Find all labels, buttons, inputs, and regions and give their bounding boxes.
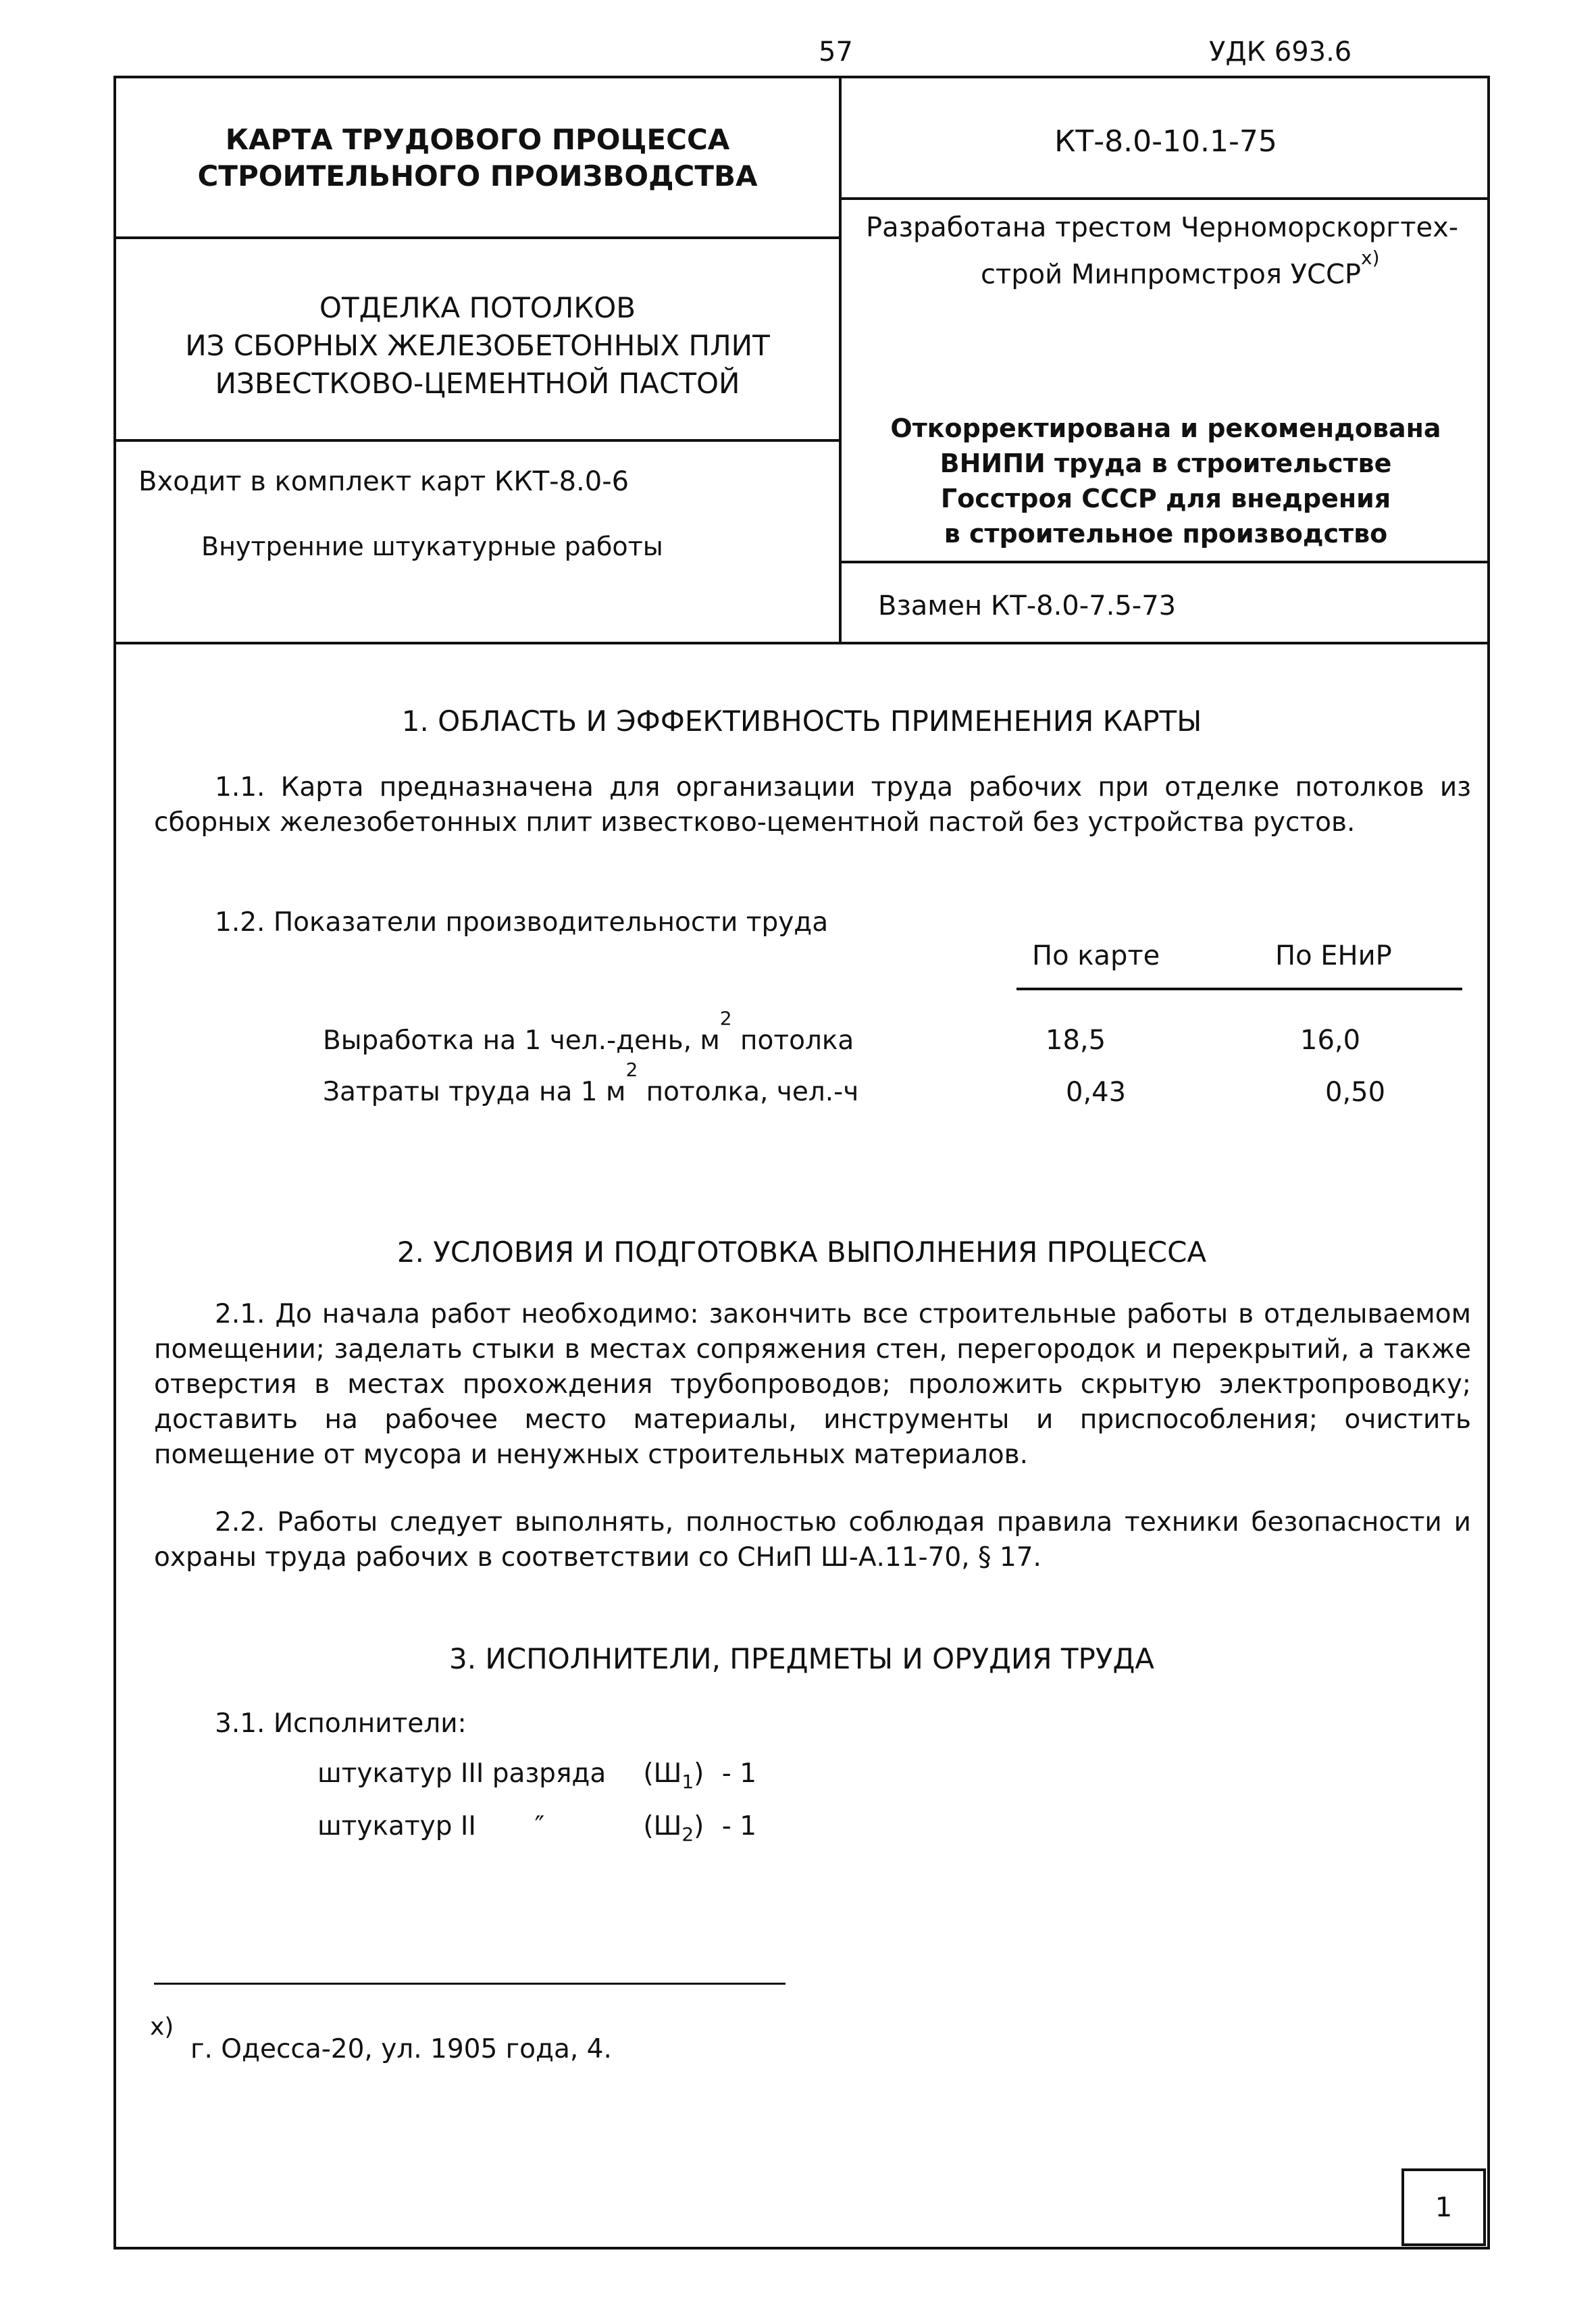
section2-p1 xyxy=(154,1297,1471,1473)
section2-p2 xyxy=(154,1505,1471,1575)
table-col-header-card: По карте xyxy=(1032,940,1160,971)
section2-p1-text: До начала работ необходимо: закончить все строительные работы в отделываемом помещении; заделать стыки в местах сопряжения стен, перегородок и перекрытий, а также отверстия в местах прохождения трубопроводов; проложить скрытую электропроводку; доставить на рабочее место материалы, инструменты и приспособления; очистить помещение от мусора и ненужных строительных материалов. xyxy=(154,1299,1471,1470)
worker1-count: - 1 xyxy=(721,1758,757,1789)
header-line-left-2 xyxy=(113,439,840,442)
row1-label-pre: Выработка на 1 чел.-день, м xyxy=(323,1025,720,1056)
row2-sup: 2 xyxy=(625,1059,638,1081)
subject-title xyxy=(116,289,839,403)
section2-p1-num: 2.1. xyxy=(215,1299,265,1329)
subject-line2: ИЗ СБОРНЫХ ЖЕЛЕЗОБЕТОННЫХ ПЛИТ xyxy=(185,329,770,362)
section2-p2-num: 2.2. xyxy=(215,1507,265,1537)
row2-label-post: потолка, чел.-ч xyxy=(638,1077,859,1107)
corrected-line2: ВНИПИ труда в строительстве xyxy=(939,449,1392,478)
developed-line2-wrap xyxy=(981,247,1380,291)
section1-p1 xyxy=(154,770,1471,840)
header-bottom-line xyxy=(113,642,1490,644)
corrected-line3: Госстроя СССР для внедрения xyxy=(940,484,1391,513)
table-row-1-enir-value: 16,0 xyxy=(1300,1025,1361,1056)
header-line-left-1 xyxy=(113,236,840,239)
table-row-1-card-value: 18,5 xyxy=(1046,1025,1106,1056)
table-col-header-enir: По ЕНиР xyxy=(1275,940,1392,971)
section3-title: 3. ИСПОЛНИТЕЛИ, ПРЕДМЕТЫ И ОРУДИЯ ТРУДА xyxy=(448,1642,1154,1675)
subject-line3: ИЗВЕСТКОВО-ЦЕМЕНТНОЙ ПАСТОЙ xyxy=(215,367,740,400)
worker2-name: штукатур II ″ xyxy=(317,1811,545,1841)
card-title xyxy=(116,122,839,195)
sheet-number: 1 xyxy=(1435,2191,1453,2223)
section1-p1-text: Карта предназначена для организации труда рабочих при отделке потолков из сборных железобетонных плит известково-цементной пастой без устройства рустов. xyxy=(154,772,1471,838)
set-text: Входит в комплект карт ККТ-8.0-6 xyxy=(138,466,629,497)
header-divider-vertical xyxy=(839,76,842,644)
row1-sup: 2 xyxy=(719,1007,732,1030)
card-title-line2: СТРОИТЕЛЬНОГО ПРОИЗВОДСТВА xyxy=(197,159,758,193)
section1-p1-num: 1.1. xyxy=(215,772,265,803)
worker1-sub: 1 xyxy=(681,1770,694,1793)
footnote-rule xyxy=(154,1983,786,1985)
row2-label-pre: Затраты труда на 1 м xyxy=(323,1077,626,1107)
worker1-code: (Ш xyxy=(643,1758,682,1789)
table-row-2-card-value: 0,43 xyxy=(1066,1077,1127,1108)
section2-p2-text: Работы следует выполнять, полностью соблюдая правила техники безопасности и охраны труда рабочих в соответствии со СНиП Ш-А.11-70, § 17. xyxy=(154,1507,1471,1573)
header-line-right-2 xyxy=(839,561,1490,563)
footnote-text: г. Одесса-20, ул. 1905 года, 4. xyxy=(190,2034,612,2064)
worker-row-1 xyxy=(317,1758,756,1794)
developed-line2: строй Минпромстроя УССР xyxy=(981,259,1362,290)
table-row-2-label xyxy=(323,1059,859,1109)
set-subtitle: Внутренние штукатурные работы xyxy=(201,532,663,561)
corrected-line4: в строительное производство xyxy=(944,519,1388,549)
table-row-1-label xyxy=(323,1007,854,1058)
worker2-code-end: ) xyxy=(694,1811,704,1841)
subject-line1: ОТДЕЛКА ПОТОЛКОВ xyxy=(319,291,636,324)
table-header-rule xyxy=(1016,988,1462,990)
corrected-block xyxy=(842,411,1490,551)
worker1-name: штукатур III разряда xyxy=(317,1758,607,1789)
worker1-code-end: ) xyxy=(694,1758,704,1789)
udk-code: УДК 693.6 xyxy=(1209,36,1352,68)
section1-p2-label: 1.2. Показатели производительности труда xyxy=(215,907,829,938)
section1-title: 1. ОБЛАСТЬ И ЭФФЕКТИВНОСТЬ ПРИМЕНЕНИЯ КАРТЫ xyxy=(401,705,1202,738)
table-row-2-enir-value: 0,50 xyxy=(1325,1077,1386,1108)
page-number: 57 xyxy=(819,36,853,68)
developed-line1: Разработана трестом Черноморскоргтех- xyxy=(866,212,1459,243)
footnote-marker: x) xyxy=(1361,247,1380,269)
header-line-right-1 xyxy=(839,197,1490,200)
replaces-text: Взамен КТ-8.0-7.5-73 xyxy=(878,590,1177,621)
worker2-sub: 2 xyxy=(681,1823,694,1846)
section2-title: 2. УСЛОВИЯ И ПОДГОТОВКА ВЫПОЛНЕНИЯ ПРОЦЕССА xyxy=(396,1236,1207,1269)
row1-label-post: потолка xyxy=(731,1025,854,1056)
worker-row-2 xyxy=(317,1810,756,1846)
section3-p1-label: 3.1. Исполнители: xyxy=(215,1708,467,1739)
worker2-code: (Ш xyxy=(643,1811,682,1841)
footnote-mark: x) xyxy=(150,2013,174,2041)
worker2-count: - 1 xyxy=(721,1811,757,1841)
card-title-line1: КАРТА ТРУДОВОГО ПРОЦЕССА xyxy=(225,123,730,156)
corrected-line1: Откорректирована и рекомендована xyxy=(890,413,1441,443)
sheet-number-box xyxy=(1401,2168,1486,2246)
card-code: КТ-8.0-10.1-75 xyxy=(1054,124,1277,159)
